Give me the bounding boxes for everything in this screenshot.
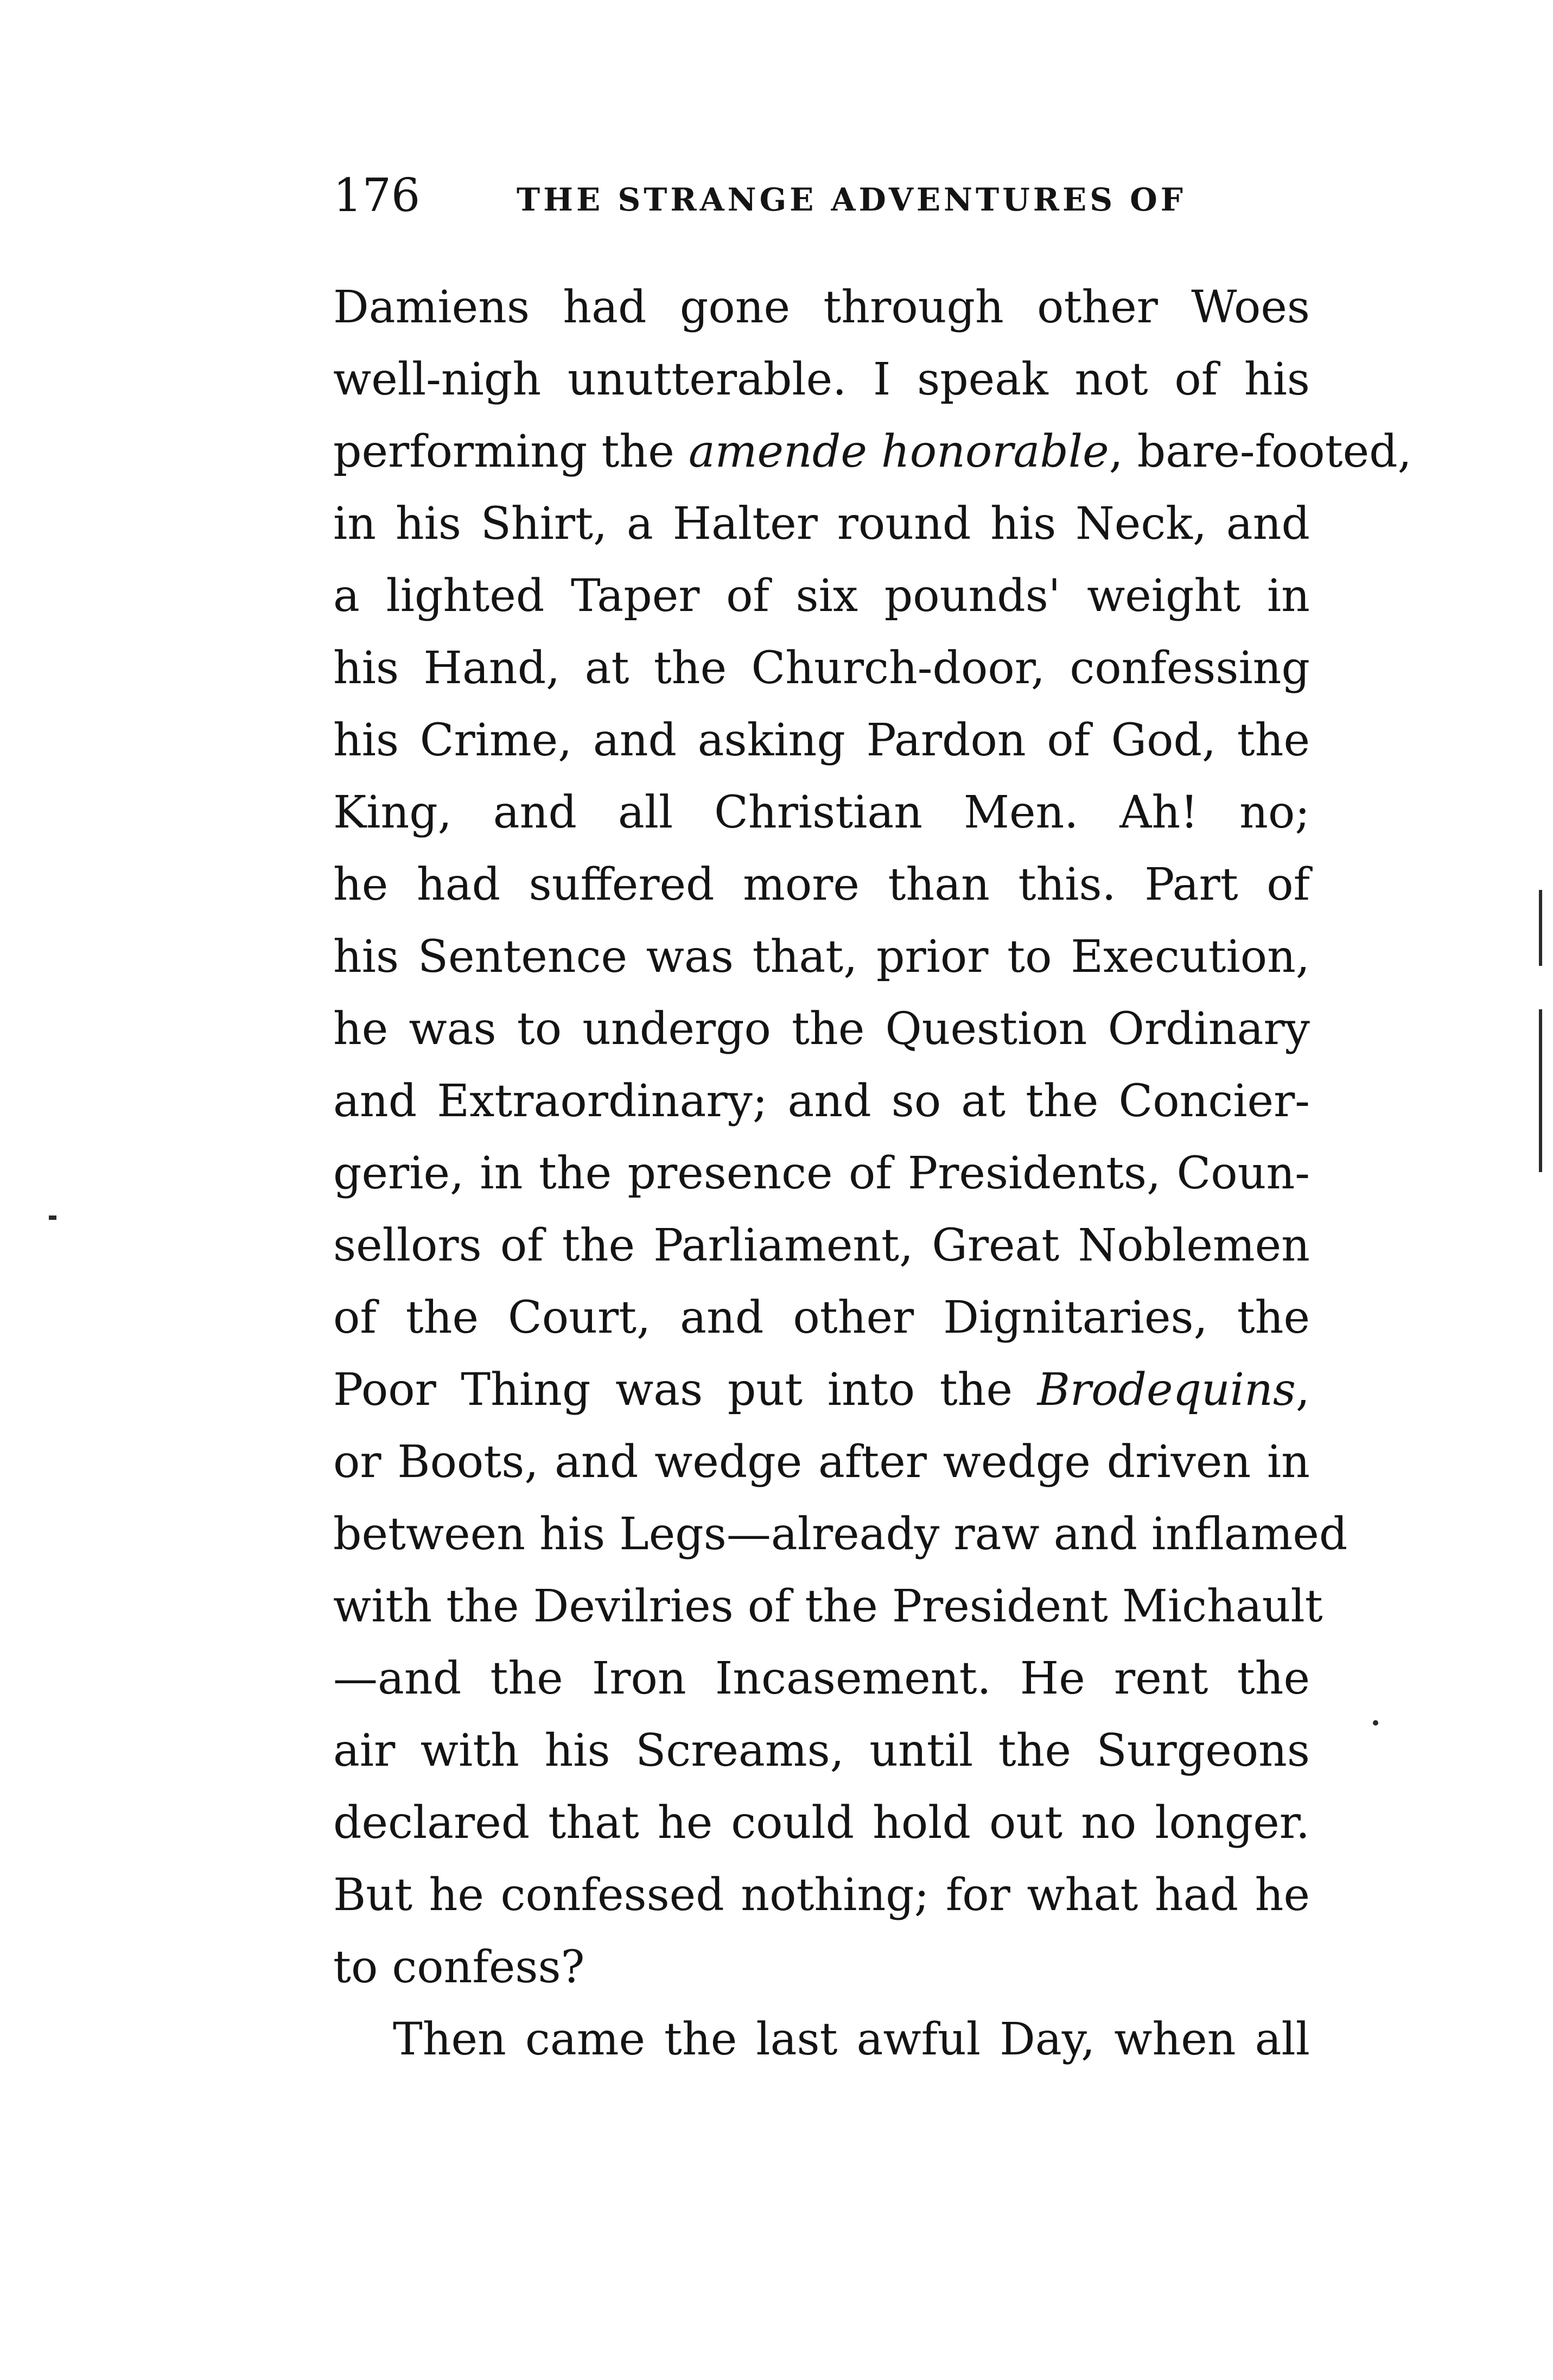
italic-phrase: amende honorable [688,426,1109,478]
text-line: King, and all Christian Men. Ah! no; [333,787,1310,838]
text-line: sellors of the Parliament, Great Noblemen [333,1220,1310,1271]
text-line: in his Shirt, a Halter round his Neck, and [333,498,1310,550]
margin-mark [1539,890,1542,966]
text-line: performing the amende honorable, bare-footed, [333,426,1412,478]
text-line: he had suffered more than this. Part of [333,859,1310,911]
text-line: he was to undergo the Question Ordinary [333,1003,1310,1055]
text-line: air with his Screams, until the Surgeons [333,1725,1310,1777]
running-title: THE STRANGE ADVENTURES OF [517,181,1186,218]
text-line: well-nigh unutterable. I speak not of his [333,354,1310,405]
text-line: and Extraordinary; and so at the Concier- [333,1076,1310,1127]
page-number: 176 [333,169,421,222]
body-text [333,271,1412,2076]
text-line: with the Devilries of the President Michault [333,1581,1323,1632]
text-line: Poor Thing was put into the Brodequins, [333,1364,1310,1416]
text-line: of the Court, and other Dignitaries, the [333,1292,1310,1344]
text-line: a lighted Taper of six pounds' weight in [333,570,1310,622]
margin-mark [1539,1009,1542,1172]
text-line: Damiens had gone through other Woes [333,282,1310,333]
text-line: Then came the last awful Day, when all [393,2014,1310,2065]
text-line: between his Legs—already raw and inflamed [333,1509,1348,1560]
text-line: —and the Iron Incasement. He rent the [333,1653,1310,1704]
page-header [333,163,1310,228]
text-line: his Hand, at the Church-door, confessing [333,642,1310,694]
text-line: or Boots, and wedge after wedge driven in [333,1436,1310,1488]
text-line: declared that he could hold out no longer. [333,1797,1310,1849]
text-line: But he confessed nothing; for what had he [333,1869,1310,1921]
text-line: to confess? [333,1942,585,1993]
text-line: his Crime, and asking Pardon of God, the [333,715,1310,766]
margin-mark [49,1216,56,1220]
text-line: gerie, in the presence of Presidents, Coun- [333,1148,1310,1199]
text-line: his Sentence was that, prior to Execution, [333,931,1310,983]
margin-mark [1373,1720,1378,1726]
italic-word: Brodequins [1037,1364,1296,1416]
